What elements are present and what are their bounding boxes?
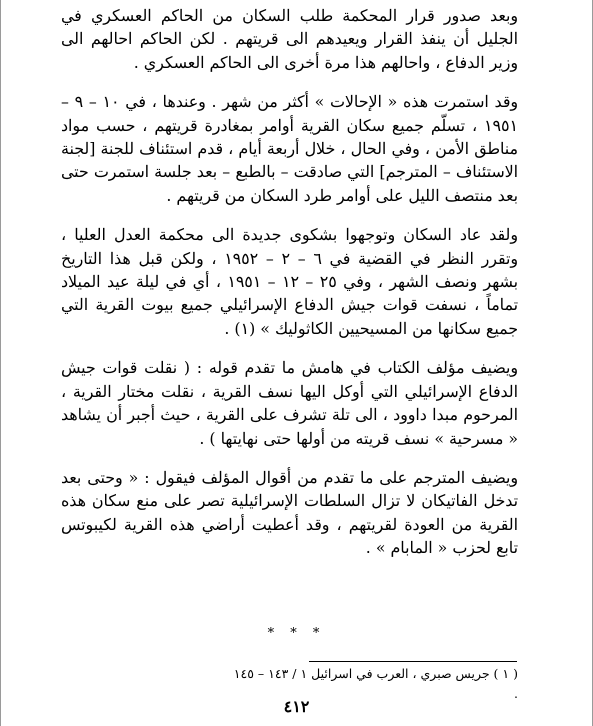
paragraph-3: ولقد عاد السكان وتوجهوا بشكوى جديدة الى محكمة العدل العليا ، وتقرر النظر في القضية في ٦ – ٢ – ١٩٥٢ ، ولكن قبل هذا التاريخ بشهر ونصف الشهر ، وفي ٢٥ – ١٢ – ١٩٥١ ، أي في ليلة عيد الميلاد تماماً ، نسفت قوات جيش الدفاع الإسرائيلي جميع بيوت القرية التي جميع سكانها من المسيحيين الكاثوليك » (١) .	[61, 225, 519, 338]
paragraph-2: وقد استمرت هذه « الإحالات » أكثر من شهر . وعندها ، في ١٠ – ٩ – ١٩٥١ ، تسلّم جميع سكان القرية أوامر بمغادرة قريتهم ، حسب مواد مناطق الأمن ، وفي الحال ، خلال أربعة أيام ، قدم استئناف للجنة [لجنة الاستئناف – المترجم] التي صادقت – بالطبع – بعد جلسة استمرت حتى بعد منتصف الليل على أوامر طرد السكان من قريتهم .	[61, 92, 518, 205]
paragraph-1: وبعد صدور قرار المحكمة طلب السكان من الحاكم العسكري في الجليل أن ينفذ القرار ويعيدهم الى قريتهم . لكن الحاكم احالهم الى وزير الدفاع ، واحالهم هذا مرة أخرى الى الحاكم العسكري .	[61, 6, 518, 72]
page-number: ٤١٢	[283, 697, 310, 716]
paragraph-4: ويضيف مؤلف الكتاب في هامش ما تقدم قوله : ( نقلت قوات جيش الدفاع الإسرائيلي التي أوكل اليها نسف القرية ، نقلت مختار القرية ، المرحوم مبدا داوود ، الى تلة تشرف على القرية ، حيث أجبر أن يشاهد « مسرحية » نسف قريته من أولها حتى نهايتها ) .	[61, 358, 518, 448]
paragraph-5: ويضيف المترجم على ما تقدم من أقوال المؤلف فيقول : « وحتى بعد تدخل الفاتيكان لا تزال السلطات الإسرائيلية تصر على منع سكان هذه القرية من العودة لقريتهم ، وقد أعطيت أراضي هذه القرية لكيبوتس تابع لحزب « المابام » .	[61, 467, 518, 558]
section-separator: * * *	[267, 626, 326, 641]
footnote: ( ١ ) جريس صبري ، العرب في اسرائيل ١ / ١٤٣ – ١٤٥ .	[233, 666, 518, 701]
body-text	[61, 4, 518, 560]
footnote-rule	[309, 661, 517, 662]
